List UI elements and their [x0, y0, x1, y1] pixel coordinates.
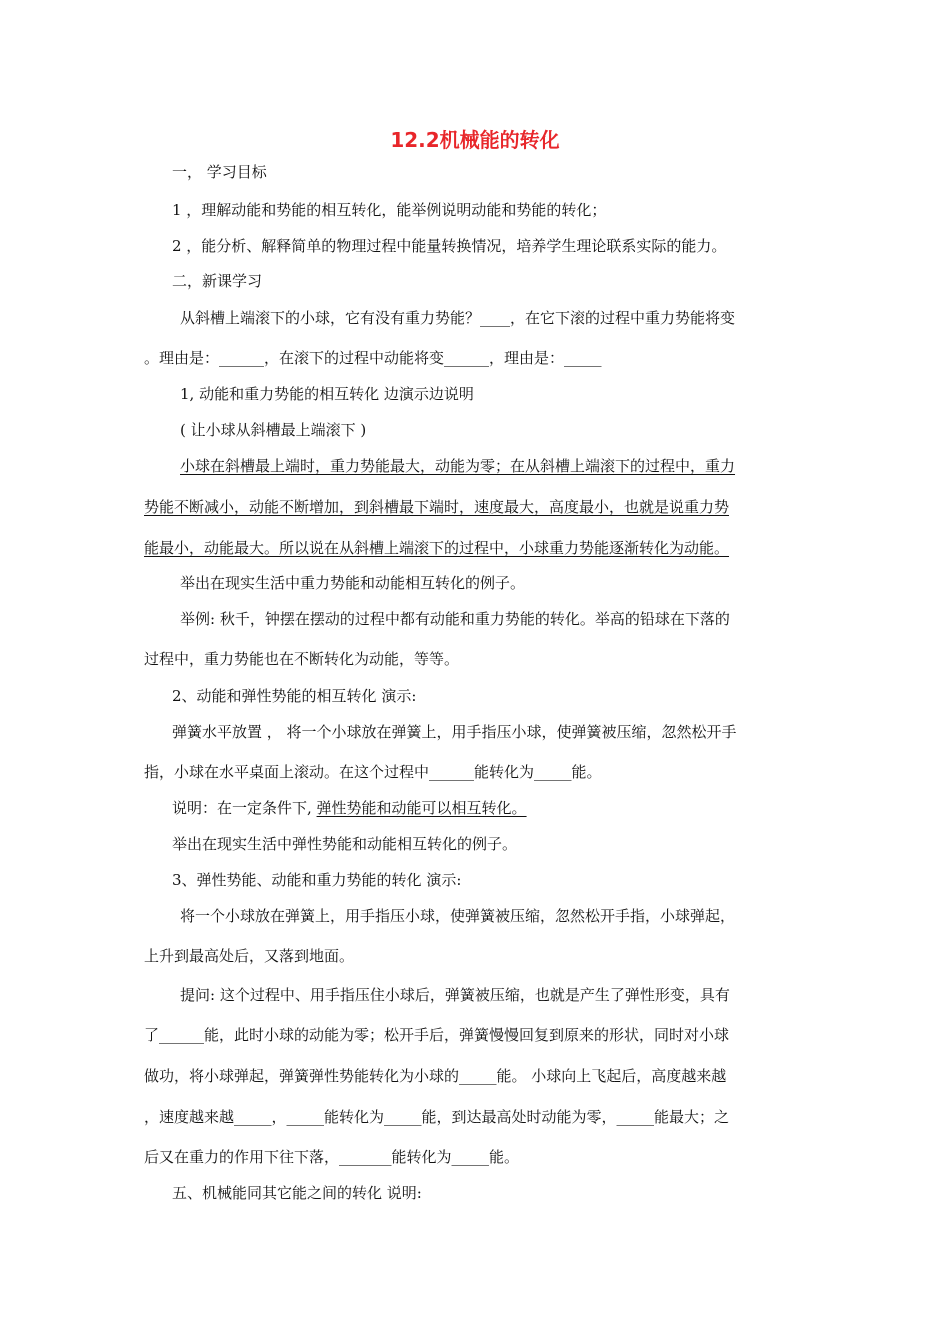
note-label: 说明：在一定条件下, — [172, 799, 317, 817]
body-line: 。理由是：______，在滚下的过程中动能将变______，理由是：_____ — [144, 349, 602, 367]
subsection-heading: 五、机械能同其它能之间的转化 说明: — [172, 1184, 422, 1202]
body-line: 将一个小球放在弹簧上，用手指压小球，使弹簧被压缩，忽然松开手指，小球弹起， — [180, 907, 736, 925]
body-line: 做功，将小球弹起，弹簧弹性势能转化为小球的_____能。 小球向上飞起后，高度越来越 — [144, 1067, 727, 1085]
objective-line: 1 ，理解动能和势能的相互转化，能举例说明动能和势能的转化； — [172, 201, 607, 219]
subsection-heading: 2、动能和弹性势能的相互转化 演示: — [172, 687, 417, 705]
body-line: 了______能，此时小球的动能为零；松开手后，弹簧慢慢回复到原来的形状，同时对小球 — [144, 1026, 730, 1044]
section-heading: 一， 学习目标 — [172, 163, 267, 181]
subsection-heading: 3、弹性势能、动能和重力势能的转化 演示: — [172, 871, 462, 889]
body-line: 弹簧水平放置 ， 将一个小球放在弹簧上，用手指压小球，使弹簧被压缩，忽然松开手 — [172, 723, 737, 741]
body-line: 上升到最高处后，又落到地面。 — [144, 947, 355, 965]
body-line: 后又在重力的作用下往下落，_______能转化为_____能。 — [144, 1148, 520, 1166]
page-title: 12.2机械能的转化 — [390, 128, 560, 152]
objective-line: 2 ，能分析、解释简单的物理过程中能量转换情况，培养学生理论联系实际的能力。 — [172, 237, 727, 255]
body-line: 指，小球在水平桌面上滚动。在这个过程中______能转化为_____能。 — [144, 763, 602, 781]
body-line: 过程中，重力势能也在不断转化为动能，等等。 — [144, 650, 460, 668]
body-line: 从斜槽上端滚下的小球，它有没有重力势能？____，在它下滚的过程中重力势能将变 — [180, 309, 736, 327]
body-line — [172, 797, 527, 819]
underlined-note: 弹性势能和动能可以相互转化。 — [316, 799, 527, 817]
body-line: 举例: 秋千，钟摆在摆动的过程中都有动能和重力势能的转化。举高的铅球在下落的 — [180, 610, 730, 628]
subsection-heading: 1, 动能和重力势能的相互转化 边演示边说明 — [180, 385, 474, 403]
underlined-line: 小球在斜槽最上端时，重力势能最大，动能为零；在从斜槽上端滚下的过程中，重力 — [180, 457, 736, 475]
body-line: 举出在现实生活中重力势能和动能相互转化的例子。 — [180, 574, 526, 592]
underlined-line: 势能不断减小，动能不断增加，到斜槽最下端时，速度最大，高度最小，也就是说重力势 — [144, 498, 730, 516]
body-line: ( 让小球从斜槽最上端滚下 ) — [180, 421, 367, 439]
body-line: 提问: 这个过程中、用手指压住小球后，弹簧被压缩，也就是产生了弹性形变，具有 — [180, 986, 730, 1004]
underlined-line: 能最小，动能最大。所以说在从斜槽上端滚下的过程中，小球重力势能逐渐转化为动能。 — [144, 539, 730, 557]
body-line: 举出在现实生活中弹性势能和动能相互转化的例子。 — [172, 835, 518, 853]
body-line: ，速度越来越_____，_____能转化为_____能，到达最高处时动能为零，_____能最大；之 — [144, 1108, 730, 1126]
section-heading: 二，新课学习 — [172, 272, 263, 290]
